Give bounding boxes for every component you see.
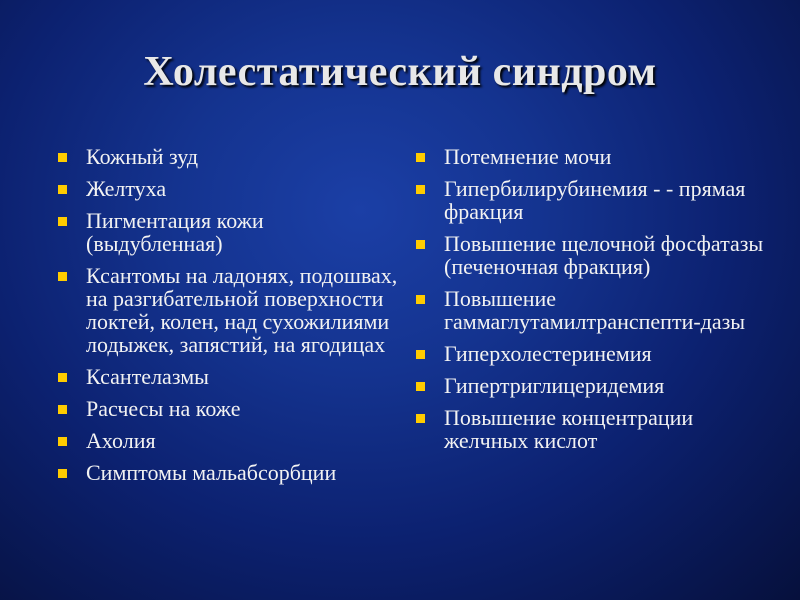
list-item [414,145,774,168]
list-item-text: Ксантомы на ладонях, подошвах, на разгибательной поверхности локтей, колен, над сухожилиями лодыжек, запястий, на ягодицах [86,263,398,357]
square-bullet-icon [58,437,67,446]
list-item [56,145,401,168]
list-item-text: Кожный зуд [86,144,199,169]
square-bullet-icon [416,382,425,391]
square-bullet-icon [58,405,67,414]
list-item-text: Гипербилирубинемия - - прямая фракция [444,176,746,224]
list-item-text: Повышение концентрации желчных кислот [444,405,694,453]
list-item-text: Потемнение мочи [444,144,612,169]
list-item-text: Симптомы мальабсорбции [86,460,337,485]
list-item [414,287,774,333]
list-item [56,397,401,420]
list-item-text: Расчесы на коже [86,396,241,421]
square-bullet-icon [58,469,67,478]
slide-title: Холестатический синдром [143,49,657,95]
list-item [56,461,401,484]
list-item [56,177,401,200]
square-bullet-icon [416,295,425,304]
right-bullet-list [414,145,774,461]
list-item [414,374,774,397]
list-item-text: Повышение гаммаглутамилтранспепти-дазы [444,286,746,334]
square-bullet-icon [416,414,425,423]
square-bullet-icon [416,153,425,162]
list-item [56,365,401,388]
list-item-text: Гиперхолестеринемия [444,341,652,366]
square-bullet-icon [416,185,425,194]
list-item-text: Ахолия [86,428,156,453]
square-bullet-icon [58,185,67,194]
square-bullet-icon [58,153,67,162]
list-item-text: Желтуха [86,176,167,201]
list-item-text: Ксантелазмы [86,364,209,389]
list-item [414,406,774,452]
square-bullet-icon [58,217,67,226]
list-item [56,264,401,356]
list-item [56,209,401,255]
list-item [414,177,774,223]
square-bullet-icon [416,240,425,249]
list-item-text: Пигментация кожи (выдубленная) [86,208,264,256]
list-item-text: Гипертриглицеридемия [444,373,665,398]
list-item [414,232,774,278]
left-bullet-list [56,145,401,493]
square-bullet-icon [416,350,425,359]
square-bullet-icon [58,373,67,382]
list-item [414,342,774,365]
list-item-text: Повышение щелочной фосфатазы (печеночная фракция) [444,231,764,279]
square-bullet-icon [58,272,67,281]
list-item [56,429,401,452]
